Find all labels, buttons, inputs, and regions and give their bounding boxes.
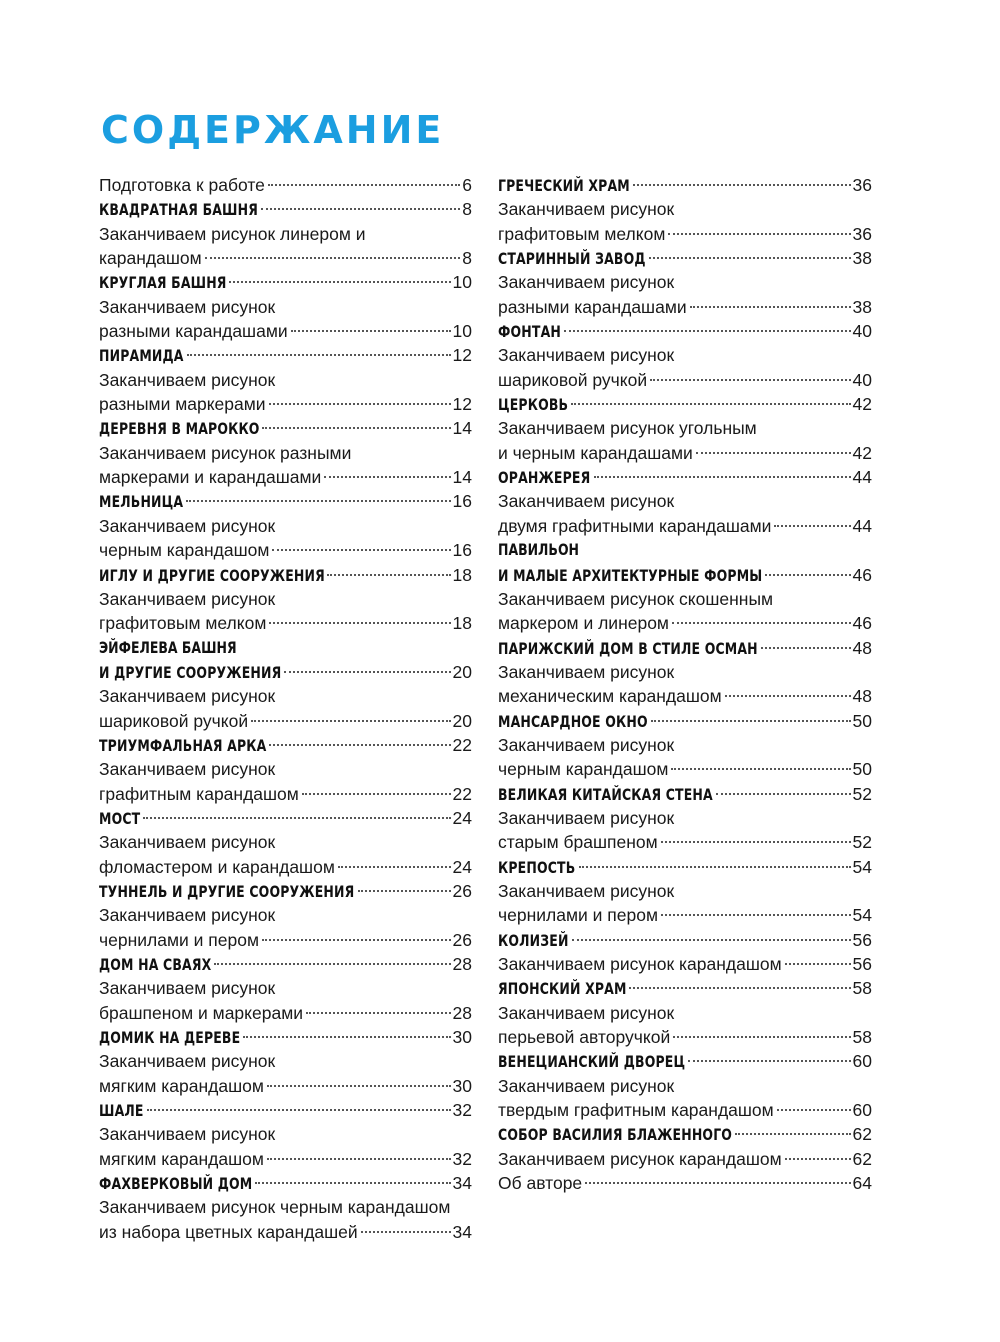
toc-entry[interactable] <box>99 270 472 294</box>
toc-page-number: 58 <box>852 978 872 999</box>
toc-entry[interactable] <box>99 197 472 221</box>
toc-leader-dots <box>267 1157 451 1160</box>
toc-page-number: 40 <box>852 369 872 390</box>
toc-entry[interactable] <box>498 173 872 197</box>
toc-entry[interactable] <box>498 1049 872 1073</box>
toc-page-number: 38 <box>852 248 872 269</box>
toc-entry-line: Заканчиваем рисунок <box>498 491 675 512</box>
toc-leader-dots <box>594 475 851 478</box>
toc-heading-title: ФОНТАН <box>498 322 561 342</box>
toc-page-number: 10 <box>452 321 472 342</box>
toc-leader-dots <box>649 256 851 259</box>
toc-entry-line: Заканчиваем рисунок угольным <box>498 418 757 439</box>
toc-heading-title: ОРАНЖЕРЕЯ <box>498 468 591 488</box>
toc-heading-title: ДЕРЕВНЯ В МАРОККО <box>99 419 260 439</box>
toc-entry[interactable] <box>99 514 472 563</box>
toc-entry[interactable] <box>498 343 872 392</box>
toc-page-number: 64 <box>852 1173 872 1194</box>
toc-leader-dots <box>690 305 851 308</box>
toc-leader-dots <box>186 499 450 502</box>
toc-entry-line: Заканчиваем рисунок разными <box>99 442 352 463</box>
toc-leader-dots <box>338 865 451 868</box>
toc-entry[interactable] <box>498 319 872 343</box>
toc-heading-title: СОБОР ВАСИЛИЯ БЛАЖЕННОГО <box>498 1125 733 1145</box>
toc-entry[interactable] <box>99 903 472 952</box>
toc-page-number: 26 <box>452 880 472 901</box>
toc-page-number: 30 <box>452 1027 472 1048</box>
toc-heading-title: КВАДРАТНАЯ БАШНЯ <box>99 200 259 220</box>
toc-entry[interactable] <box>498 1122 872 1146</box>
toc-entry[interactable] <box>498 806 872 855</box>
toc-heading-title: ПИРАМИДА <box>99 346 184 366</box>
toc-page-number: 6 <box>462 175 472 195</box>
toc-entry-line: Заканчиваем рисунок <box>99 832 276 853</box>
toc-heading-title: КРУГЛАЯ БАШНЯ <box>99 273 227 293</box>
toc-leader-dots <box>147 1108 451 1111</box>
toc-entry-title: перьевой авторучкой <box>498 1027 671 1048</box>
toc-entry[interactable] <box>498 197 872 246</box>
toc-page-number: 32 <box>452 1148 472 1169</box>
toc-entry-title: Об авторе <box>498 1173 583 1194</box>
toc-page-number: 44 <box>852 515 872 536</box>
toc-entry-title: разными маркерами <box>99 394 266 415</box>
toc-heading-title: ВЕНЕЦИАНСКИЙ ДВОРЕЦ <box>498 1052 686 1072</box>
toc-page-number: 16 <box>452 540 472 561</box>
toc-entry-title: фломастером и карандашом <box>99 856 335 877</box>
toc-leader-dots <box>324 475 450 478</box>
toc-entry-title: Подготовка к работе <box>99 175 265 195</box>
toc-entry-title: чернилами и пером <box>498 905 658 926</box>
toc-entry[interactable] <box>498 1171 872 1195</box>
toc-entry-title: брашпеном и маркерами <box>99 1002 304 1023</box>
toc-entry[interactable] <box>99 222 472 271</box>
toc-entry-line: Заканчиваем рисунок <box>99 1051 276 1072</box>
toc-entry[interactable] <box>99 489 472 513</box>
toc-entry-title: графитовым мелком <box>99 613 267 634</box>
toc-entry[interactable] <box>99 1122 472 1171</box>
toc-leader-dots <box>284 670 450 673</box>
toc-heading-title: ДОМИК НА ДЕРЕВЕ <box>99 1028 241 1048</box>
toc-page-number: 46 <box>852 564 872 585</box>
toc-entry[interactable] <box>498 1147 872 1171</box>
toc-page-number: 54 <box>852 905 872 926</box>
toc-entry-title: твердым графитным карандашом <box>498 1100 774 1121</box>
toc-page-number: 20 <box>452 710 472 731</box>
toc-page-number: 16 <box>452 491 472 512</box>
toc-entry-line: Заканчиваем рисунок <box>99 978 276 999</box>
toc-entry[interactable] <box>99 563 472 587</box>
toc-entry[interactable] <box>99 952 472 976</box>
toc-leader-dots <box>229 280 450 283</box>
toc-entry-line: Заканчиваем рисунок <box>99 759 276 780</box>
toc-entry-title: и черным карандашами <box>498 442 693 463</box>
toc-entry[interactable] <box>498 1001 872 1050</box>
toc-column-right <box>498 173 872 1195</box>
toc-leader-dots <box>650 378 850 381</box>
toc-leader-dots <box>761 646 851 649</box>
toc-leader-dots <box>716 792 850 795</box>
toc-entry-line: Заканчиваем рисунок <box>99 515 276 536</box>
toc-entry[interactable] <box>99 416 472 440</box>
toc-page-number: 56 <box>852 954 872 974</box>
toc-entry[interactable] <box>498 733 872 782</box>
toc-entry[interactable] <box>498 952 872 976</box>
toc-leader-dots <box>735 1132 850 1135</box>
toc-page-number: 52 <box>852 783 872 804</box>
toc-entry-title: маркером и линером <box>498 613 669 634</box>
toc-entry-line: Заканчиваем рисунок <box>498 880 675 901</box>
toc-column-left <box>99 173 472 1244</box>
toc-entry[interactable] <box>498 587 872 636</box>
toc-leader-dots <box>785 1157 851 1160</box>
toc-entry-line: Заканчиваем рисунок <box>99 369 276 390</box>
toc-leader-dots <box>269 743 450 746</box>
toc-entry-line: Заканчиваем рисунок черным карандашом <box>99 1197 451 1218</box>
page-title: СОДЕРЖАНИЕ <box>101 108 445 152</box>
toc-entry[interactable] <box>498 928 872 952</box>
toc-page-number: 58 <box>852 1027 872 1048</box>
toc-leader-dots <box>671 767 850 770</box>
toc-entry-line: Заканчиваем рисунок <box>498 345 675 366</box>
toc-entry-title: механическим карандашом <box>498 686 722 707</box>
toc-entry-line: Заканчиваем рисунок <box>99 296 276 317</box>
toc-leader-dots <box>785 962 851 965</box>
toc-page-number: 32 <box>452 1100 472 1121</box>
toc-leader-dots <box>651 719 851 722</box>
toc-entry[interactable] <box>99 830 472 879</box>
toc-entry[interactable] <box>99 1195 472 1244</box>
toc-leader-dots <box>306 1011 451 1014</box>
toc-page-number: 42 <box>852 394 872 415</box>
toc-entry[interactable] <box>498 660 872 709</box>
toc-page-number: 12 <box>452 394 472 415</box>
toc-page-number: 22 <box>452 734 472 755</box>
toc-page-number: 40 <box>852 321 872 342</box>
toc-leader-dots <box>358 889 451 892</box>
toc-heading-title: СТАРИННЫЙ ЗАВОД <box>498 249 646 269</box>
toc-entry-line: Заканчиваем рисунок <box>99 686 276 707</box>
toc-leader-dots <box>673 1035 850 1038</box>
toc-leader-dots <box>696 451 851 454</box>
toc-entry[interactable] <box>99 368 472 417</box>
toc-page-number: 62 <box>852 1148 872 1169</box>
toc-entry-title: Заканчиваем рисунок карандашом <box>498 954 782 974</box>
toc-entry-line: Заканчиваем рисунок <box>498 272 675 293</box>
toc-page-number: 34 <box>452 1221 472 1242</box>
toc-heading-title: ТРИУМФАЛЬНАЯ АРКА <box>99 735 267 755</box>
toc-entry[interactable] <box>99 976 472 1025</box>
toc-heading-title: ЯПОНСКИЙ ХРАМ <box>498 979 627 999</box>
toc-page-number: 8 <box>462 199 472 220</box>
toc-entry[interactable] <box>498 489 872 538</box>
toc-entry[interactable] <box>99 441 472 490</box>
toc-leader-dots <box>777 1108 851 1111</box>
toc-page-number: 48 <box>852 637 872 658</box>
toc-heading-title: ПАРИЖСКИЙ ДОМ В СТИЛЕ ОСМАН <box>498 638 758 658</box>
toc-page-number: 18 <box>452 613 472 634</box>
toc-entry-title: старым брашпеном <box>498 832 658 853</box>
toc-page-number: 26 <box>452 929 472 950</box>
toc-heading-title: МАНСАРДНОЕ ОКНО <box>498 711 648 731</box>
toc-page-number: 18 <box>452 564 472 585</box>
toc-entry[interactable] <box>498 270 872 319</box>
toc-heading-title: ГРЕЧЕСКИЙ ХРАМ <box>498 176 630 195</box>
toc-leader-dots <box>661 913 851 916</box>
toc-entry[interactable] <box>99 636 472 685</box>
toc-page-number: 36 <box>852 223 872 244</box>
toc-leader-dots <box>143 816 450 819</box>
toc-page-number: 28 <box>452 954 472 974</box>
toc-entry[interactable] <box>498 879 872 928</box>
toc-page-number: 48 <box>852 686 872 707</box>
toc-entry[interactable] <box>498 709 872 733</box>
toc-entry[interactable] <box>99 1098 472 1122</box>
toc-leader-dots <box>269 402 451 405</box>
toc-heading-title: КРЕПОСТЬ <box>498 857 576 877</box>
toc-heading-title: ФАХВЕРКОВЫЙ ДОМ <box>99 1174 253 1194</box>
toc-entry-title: Заканчиваем рисунок карандашом <box>498 1148 782 1169</box>
toc-leader-dots <box>272 548 450 551</box>
toc-page-number: 44 <box>852 467 872 488</box>
toc-entry-title: шариковой ручкой <box>498 369 648 390</box>
toc-page-number: 34 <box>452 1173 472 1194</box>
toc-heading-line: ПАВИЛЬОН <box>498 540 579 560</box>
toc-entry-title: мягким карандашом <box>99 1148 264 1169</box>
toc-page-number: 8 <box>462 248 472 269</box>
toc-page-number: 14 <box>452 418 472 439</box>
toc-leader-dots <box>571 402 850 405</box>
toc-leader-dots <box>261 207 460 210</box>
toc-leader-dots <box>633 183 851 186</box>
toc-page-number: 50 <box>852 759 872 780</box>
toc-entry-line: Заканчиваем рисунок <box>99 905 276 926</box>
toc-entry[interactable] <box>99 1025 472 1049</box>
toc-entry-line: Заканчиваем рисунок <box>99 1124 276 1145</box>
toc-leader-dots <box>361 1230 451 1233</box>
toc-page-number: 24 <box>452 856 472 877</box>
toc-leader-dots <box>765 573 850 576</box>
toc-entry[interactable] <box>498 246 872 270</box>
toc-entry-line: Заканчиваем рисунок <box>498 661 675 682</box>
toc-page-number: 30 <box>452 1075 472 1096</box>
toc-page-number: 52 <box>852 832 872 853</box>
toc-entry-title: мягким карандашом <box>99 1075 264 1096</box>
toc-leader-dots <box>268 183 460 186</box>
toc-leader-dots <box>585 1181 850 1184</box>
toc-entry[interactable] <box>99 806 472 830</box>
toc-leader-dots <box>668 232 850 235</box>
toc-entry[interactable] <box>99 733 472 757</box>
toc-entry-line: Заканчиваем рисунок <box>498 199 675 220</box>
toc-entry-title: из набора цветных карандашей <box>99 1221 358 1242</box>
toc-heading-line: ЭЙФЕЛЕВА БАШНЯ <box>99 637 237 657</box>
toc-entry-title: чернилами и пером <box>99 929 259 950</box>
toc-page-number: 42 <box>852 442 872 463</box>
toc-page-number: 60 <box>852 1051 872 1072</box>
toc-page-number: 60 <box>852 1100 872 1121</box>
toc-page-number: 22 <box>452 783 472 804</box>
toc-entry-line: Заканчиваем рисунок <box>498 1075 675 1096</box>
toc-entry[interactable] <box>99 1171 472 1195</box>
toc-leader-dots <box>564 329 851 332</box>
toc-entry[interactable] <box>498 855 872 879</box>
toc-heading-title: ТУННЕЛЬ И ДРУГИЕ СООРУЖЕНИЯ <box>99 881 355 901</box>
toc-entry[interactable] <box>498 1074 872 1123</box>
toc-leader-dots <box>302 792 451 795</box>
toc-leader-dots <box>725 694 851 697</box>
toc-entry-title: разными карандашами <box>498 296 687 317</box>
toc-leader-dots <box>251 719 450 722</box>
toc-entry[interactable] <box>99 295 472 344</box>
toc-entry-line: Заканчиваем рисунок скошенным <box>498 588 774 609</box>
toc-entry[interactable] <box>99 879 472 903</box>
toc-leader-dots <box>187 353 451 356</box>
toc-entry-title: графитовым мелком <box>498 223 666 244</box>
toc-entry[interactable] <box>498 782 872 806</box>
toc-leader-dots <box>579 865 851 868</box>
toc-entry-title: маркерами и карандашами <box>99 467 322 488</box>
toc-heading-title: МОСТ <box>99 808 141 828</box>
toc-page-number: 36 <box>852 175 872 195</box>
toc-entry[interactable] <box>99 757 472 806</box>
toc-page-number: 14 <box>452 467 472 488</box>
toc-leader-dots <box>774 524 850 527</box>
toc-entry-line: Заканчиваем рисунок <box>498 734 675 755</box>
toc-heading-title: ДОМ НА СВАЯХ <box>99 955 212 974</box>
toc-leader-dots <box>262 938 451 941</box>
toc-entry-title: двумя графитными карандашами <box>498 515 772 536</box>
toc-page-number: 50 <box>852 710 872 731</box>
toc-page-number: 28 <box>452 1002 472 1023</box>
toc-entry[interactable] <box>498 392 872 416</box>
toc-heading-title: МЕЛЬНИЦА <box>99 492 184 512</box>
toc-entry-title: карандашом <box>99 248 202 269</box>
toc-leader-dots <box>214 962 450 965</box>
toc-entry-title: черным карандашом <box>498 759 669 780</box>
toc-entry[interactable] <box>498 465 872 489</box>
toc-leader-dots <box>572 938 851 941</box>
toc-leader-dots <box>267 1084 451 1087</box>
toc-page-number: 24 <box>452 807 472 828</box>
toc-entry-line: Заканчиваем рисунок <box>498 807 675 828</box>
toc-leader-dots <box>243 1035 450 1038</box>
toc-entry-title: графитным карандашом <box>99 783 299 804</box>
toc-leader-dots <box>629 986 850 989</box>
toc-entry[interactable] <box>99 587 472 636</box>
toc-page-number: 20 <box>452 661 472 682</box>
toc-leader-dots <box>262 426 450 429</box>
toc-entry[interactable] <box>99 173 472 197</box>
toc-entry-line: Заканчиваем рисунок линером и <box>99 223 366 244</box>
toc-heading-title: И МАЛЫЕ АРХИТЕКТУРНЫЕ ФОРМЫ <box>498 565 763 585</box>
toc-leader-dots <box>661 840 851 843</box>
toc-page-number: 10 <box>452 272 472 293</box>
toc-heading-title: ВЕЛИКАЯ КИТАЙСКАЯ СТЕНА <box>498 784 713 804</box>
toc-page-number: 62 <box>852 1124 872 1145</box>
toc-entry[interactable] <box>498 538 872 587</box>
toc-entry-title: разными карандашами <box>99 321 288 342</box>
toc-page-number: 38 <box>852 296 872 317</box>
toc-page-number: 56 <box>852 929 872 950</box>
toc-page-number: 46 <box>852 613 872 634</box>
toc-entry[interactable] <box>498 636 872 660</box>
toc-leader-dots <box>205 256 461 259</box>
toc-entry-line: Заканчиваем рисунок <box>498 1002 675 1023</box>
toc-leader-dots <box>291 329 451 332</box>
toc-leader-dots <box>327 573 450 576</box>
toc-entry-line: Заканчиваем рисунок <box>99 588 276 609</box>
toc-heading-title: КОЛИЗЕЙ <box>498 930 569 950</box>
toc-entry[interactable] <box>99 684 472 733</box>
toc-entry[interactable] <box>498 976 872 1000</box>
toc-heading-title: ЦЕРКОВЬ <box>498 395 569 415</box>
toc-heading-title: ШАЛЕ <box>99 1101 144 1121</box>
toc-page-number: 12 <box>452 345 472 366</box>
toc-leader-dots <box>672 621 851 624</box>
toc-page-number: 54 <box>852 856 872 877</box>
toc-heading-title: И ДРУГИЕ СООРУЖЕНИЯ <box>99 662 282 682</box>
toc-entry[interactable] <box>498 416 872 465</box>
toc-entry-title: шариковой ручкой <box>99 710 249 731</box>
toc-leader-dots <box>688 1059 850 1062</box>
toc-leader-dots <box>269 621 450 624</box>
toc-leader-dots <box>255 1181 451 1184</box>
toc-heading-title: ИГЛУ И ДРУГИЕ СООРУЖЕНИЯ <box>99 565 325 585</box>
toc-entry[interactable] <box>99 1049 472 1098</box>
toc-entry[interactable] <box>99 343 472 367</box>
toc-entry-title: черным карандашом <box>99 540 270 561</box>
